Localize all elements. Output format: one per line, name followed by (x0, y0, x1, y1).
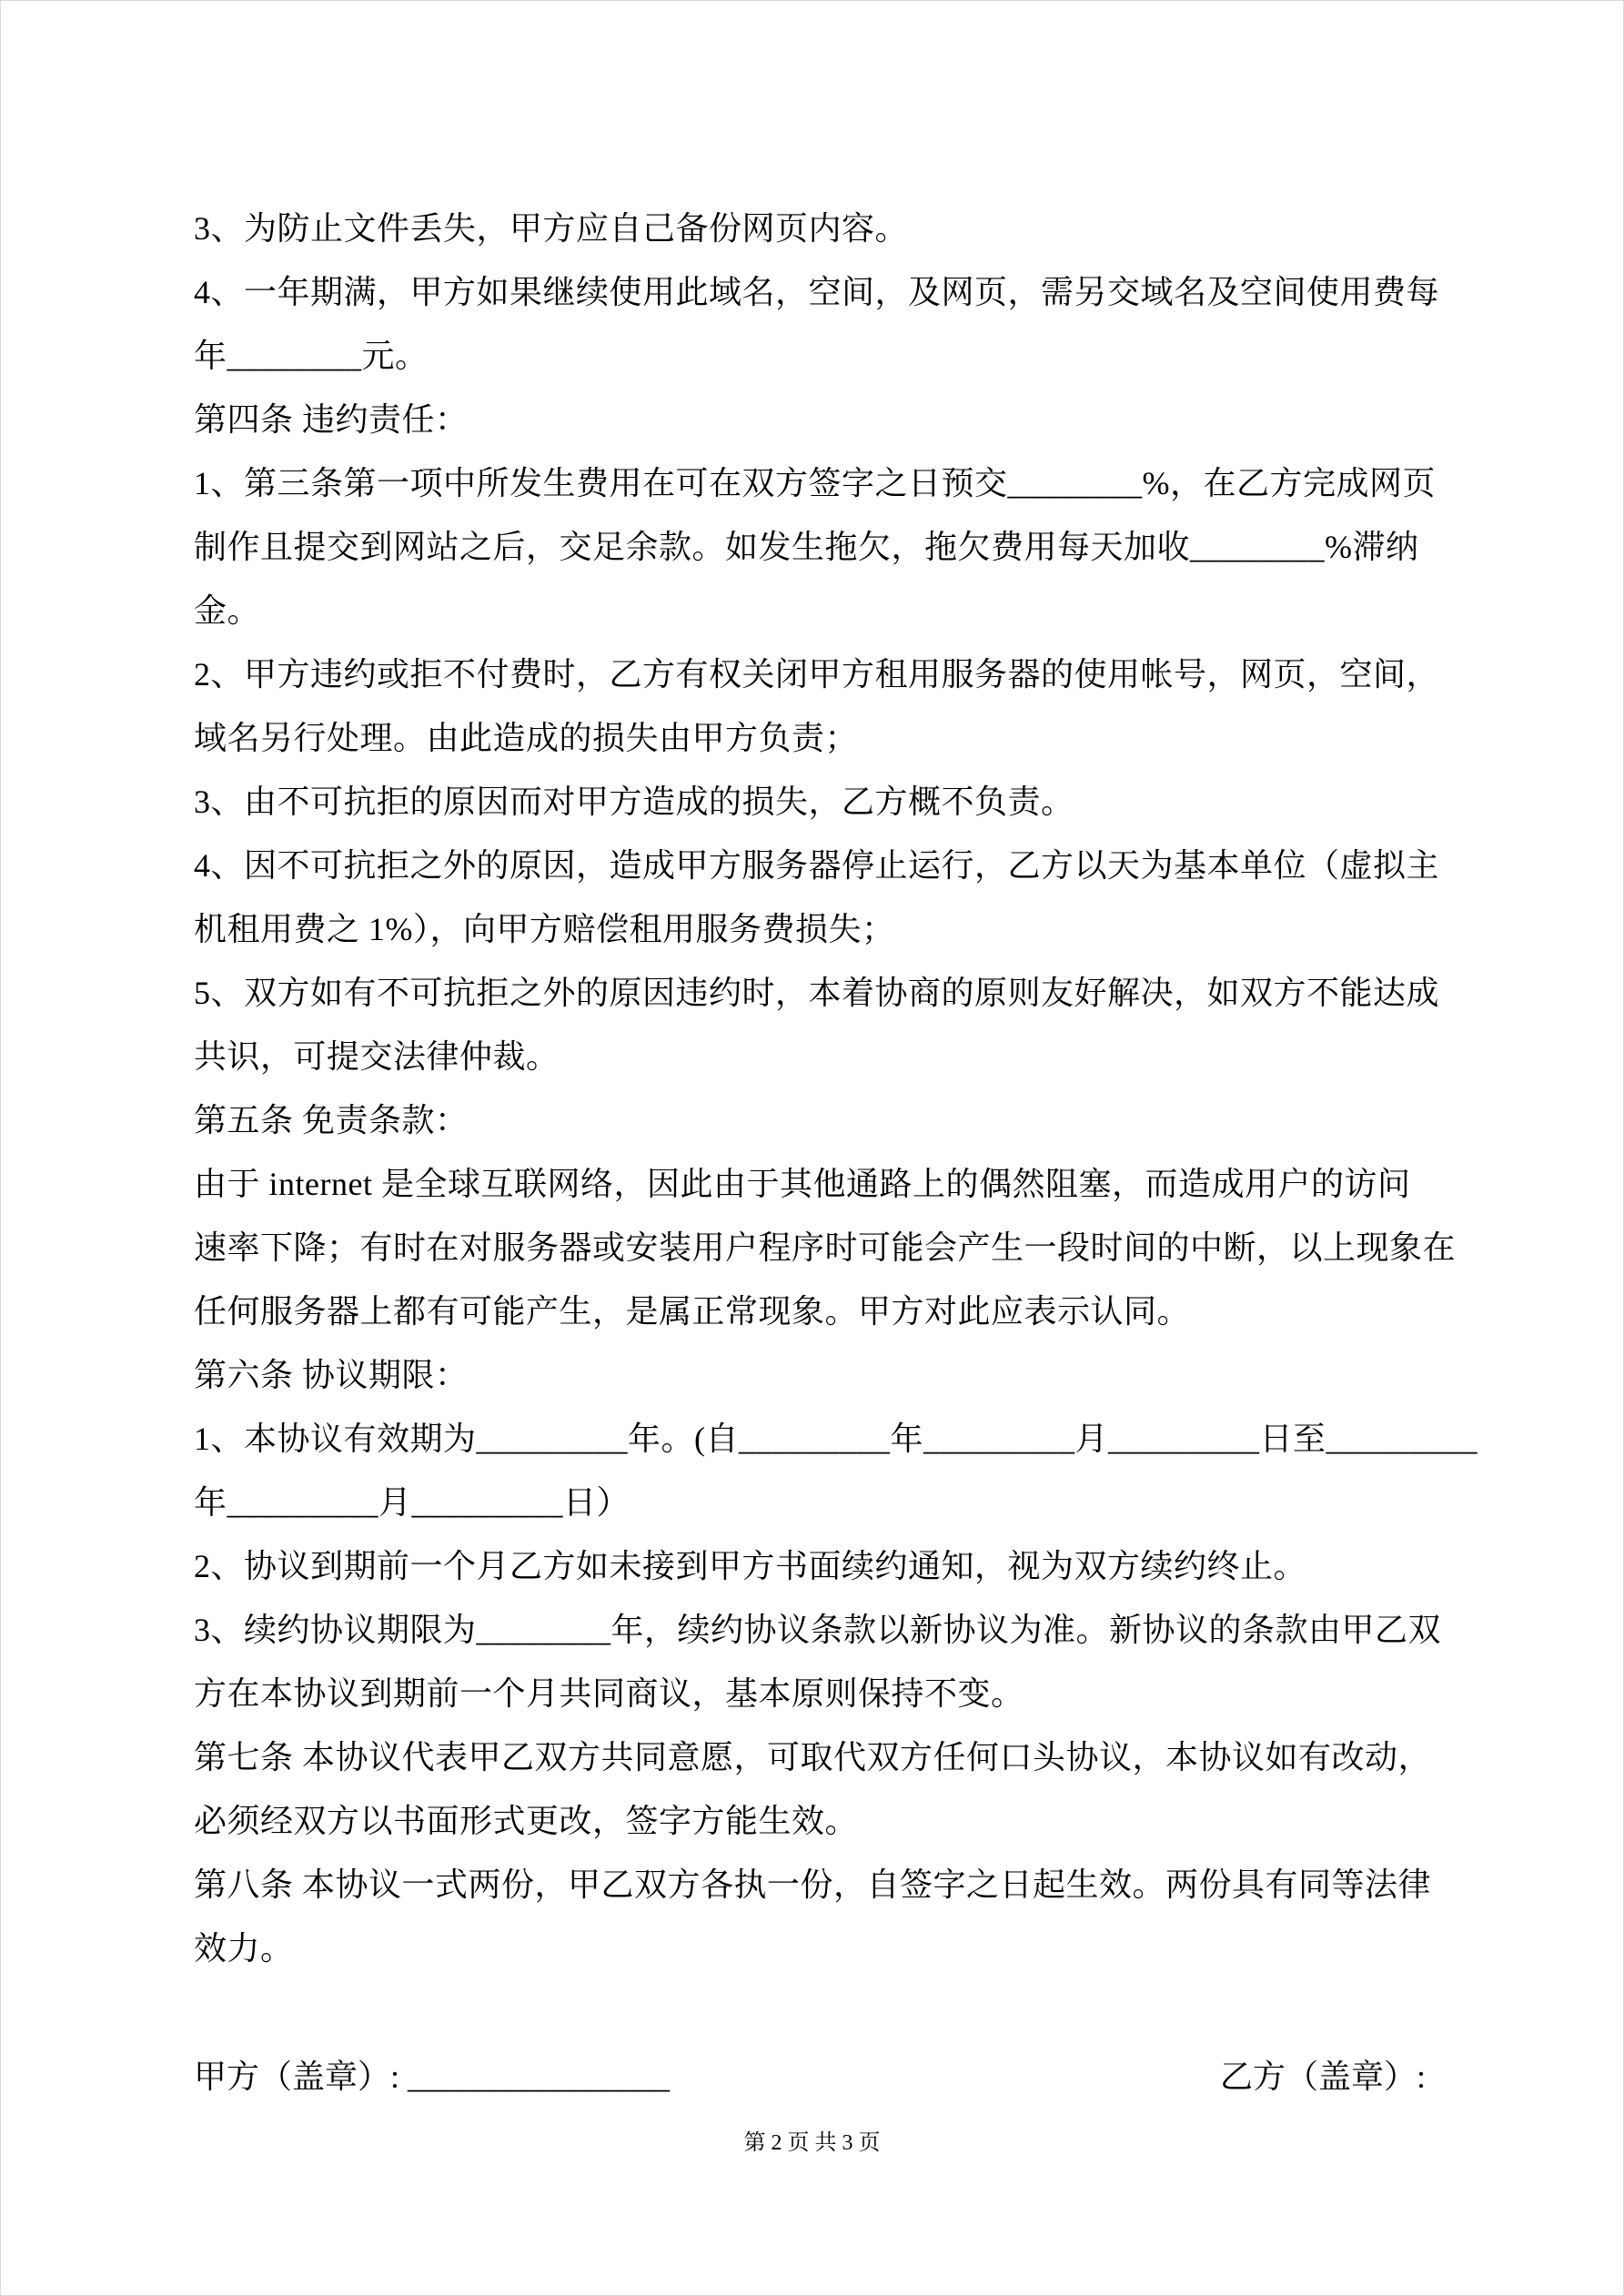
doc-line: 3、为防止文件丢失，甲方应自己备份网页内容。 (194, 210, 909, 247)
clause-7-heading: 第七条 本协议代表甲乙双方共同意愿，可取代双方任何口头协议，本协议如有改动， (194, 1739, 1432, 1775)
doc-line: 金。 (194, 592, 261, 629)
doc-line: 效力。 (194, 1930, 294, 1967)
doc-line-fill-blank: 1、第三条第一项中所发生费用在可在双方签字之日预交________%，在乙方完成网页 (194, 465, 1436, 501)
party-b-seal-label: 乙方（盖章）: (1220, 2058, 1427, 2095)
page-footer: 第 2 页 共 3 页 (743, 2131, 881, 2155)
doc-line: 机租用费之 1%），向甲方赔偿租用服务费损失； (194, 911, 895, 947)
doc-line-fill-blank: 年_________月_________日） (194, 1484, 630, 1521)
doc-line-fill-blank: 年________元。 (194, 338, 429, 374)
doc-line: 4、因不可抗拒之外的原因，造成甲方服务器停止运行，乙方以天为基本单位（虚拟主 (194, 847, 1440, 884)
party-b-seal (1220, 2045, 1426, 2109)
doc-line-fill-blank: 制作且提交到网站之后，交足余款。如发生拖欠，拖欠费用每天加收________%滞纳 (194, 529, 1419, 565)
doc-line: 5、双方如有不可抗拒之外的原因违约时，本着协商的原则友好解决，如双方不能达成 (194, 975, 1440, 1011)
doc-line-fill-blank: 1、本协议有效期为_________年。(自_________年_________月_________日至_________ (194, 1421, 1478, 1457)
doc-line: 4、一年期满，甲方如果继续使用此域名，空间，及网页，需另交域名及空间使用费每 (194, 274, 1440, 310)
signature-row (194, 2045, 1468, 2109)
doc-line-fill-blank: 3、续约协议期限为________年，续约协议条款以新协议为准。新协议的条款由甲乙双 (194, 1612, 1442, 1648)
doc-line: 必须经双方以书面形式更改，签字方能生效。 (194, 1803, 859, 1839)
doc-line: 域名另行处理。由此造成的损失由甲方负责； (194, 720, 859, 756)
doc-line: 2、甲方违约或拒不付费时，乙方有权关闭甲方租用服务器的使用帐号，网页，空间， (194, 656, 1440, 693)
doc-line: 共识，可提交法律仲裁。 (194, 1038, 560, 1075)
party-a-seal-label: 甲方（盖章）: (194, 2058, 409, 2095)
clause-8-heading: 第八条 本协议一式两份，甲乙双方各执一份，自签字之日起生效。两份具有同等法律 (194, 1866, 1432, 1903)
party-a-signature-blank: ________________ (408, 2058, 671, 2095)
clause-4-heading: 第四条 违约责任： (194, 401, 469, 438)
contract-body (194, 197, 1478, 2109)
party-a-seal (194, 2045, 670, 2109)
doc-line: 2、协议到期前一个月乙方如未接到甲方书面续约通知，视为双方续约终止。 (194, 1548, 1307, 1584)
doc-line: 速率下降；有时在对服务器或安装用户程序时可能会产生一段时间的中断，以上现象在 (194, 1229, 1457, 1266)
clause-5-heading: 第五条 免责条款： (194, 1102, 469, 1138)
doc-line: 由于 internet 是全球互联网络，因此由于其他通路上的偶然阻塞，而造成用户的访问 (194, 1166, 1411, 1202)
doc-line: 任何服务器上都有可能产生，是属正常现象。甲方对此应表示认同。 (194, 1293, 1191, 1330)
doc-line: 3、由不可抗拒的原因而对甲方造成的损失，乙方概不负责。 (194, 784, 1074, 820)
doc-line: 方在本协议到期前一个月共同商议，基本原则保持不变。 (194, 1675, 1024, 1712)
clause-6-heading: 第六条 协议期限： (194, 1357, 469, 1393)
